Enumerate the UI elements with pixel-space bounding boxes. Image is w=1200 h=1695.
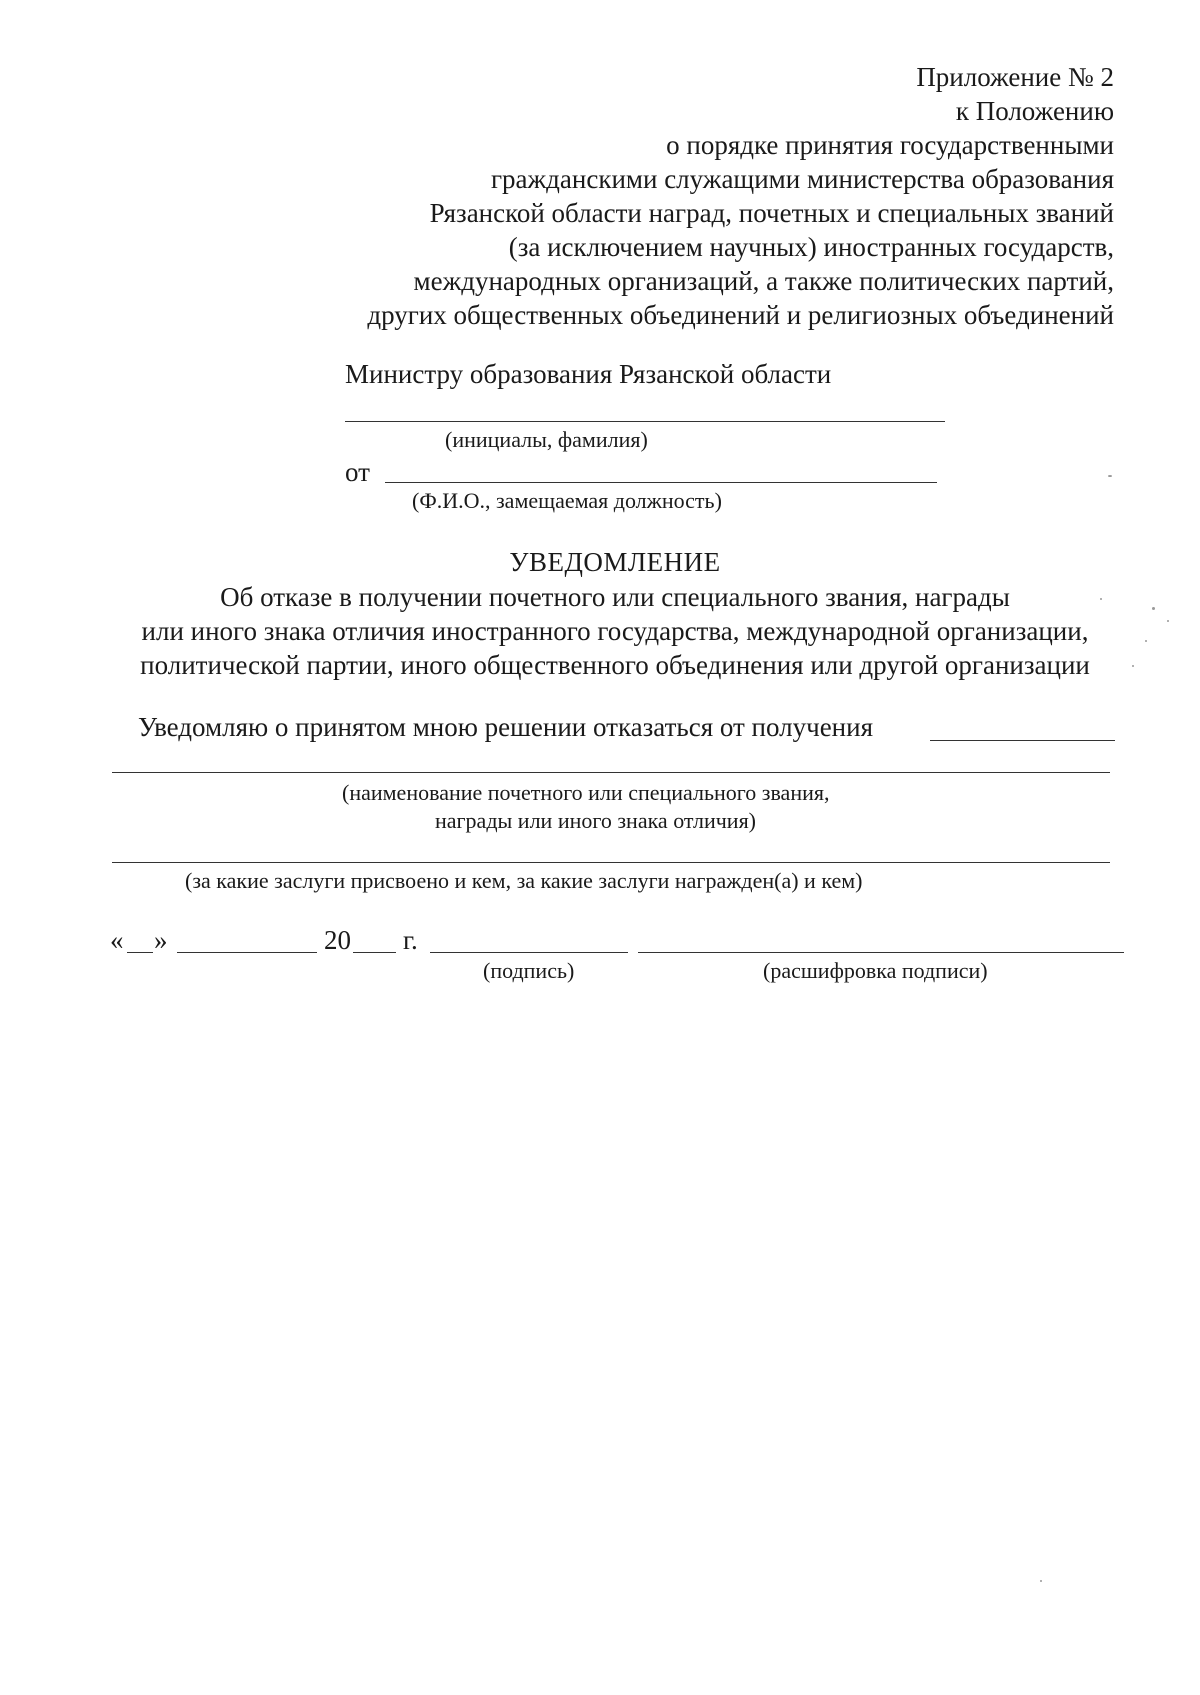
decode-caption: (расшифровка подписи) bbox=[763, 958, 988, 983]
scan-speck bbox=[1132, 665, 1134, 667]
subtitle-line: или иного знака отличия иностранного государства, международной организации, bbox=[141, 616, 1089, 646]
scan-speck bbox=[1145, 640, 1147, 642]
scan-speck bbox=[1152, 607, 1155, 610]
date-open-quote: « bbox=[110, 925, 124, 955]
appendix-header bbox=[314, 60, 1114, 332]
signature-caption: (подпись) bbox=[483, 958, 575, 983]
header-line: к Положению bbox=[955, 96, 1114, 126]
date-day-blank[interactable] bbox=[127, 952, 153, 953]
notify-text: Уведомляю о принятом мною решении отказаться от получения bbox=[138, 712, 873, 742]
from-label: от bbox=[345, 457, 370, 487]
decode-blank-line[interactable] bbox=[638, 952, 1124, 953]
notice-title: УВЕДОМЛЕНИЕ bbox=[509, 547, 721, 577]
header-line: международных организаций, а также политических партий, bbox=[413, 266, 1114, 296]
award-caption-line2: награды или иного знака отличия) bbox=[435, 808, 757, 833]
notice-subtitle bbox=[105, 580, 1125, 682]
date-month-blank[interactable] bbox=[177, 952, 317, 953]
header-line: о порядке принятия государственными bbox=[666, 130, 1114, 160]
award-caption-line1: (наименование почетного или специального звания, bbox=[342, 780, 830, 805]
header-line: Рязанской области наград, почетных и специальных званий bbox=[429, 198, 1114, 228]
header-line: других общественных объединений и религиозных объединений bbox=[367, 300, 1114, 330]
date-year-suffix: г. bbox=[403, 925, 418, 955]
header-line: гражданскими служащими министерства образования bbox=[490, 164, 1114, 194]
scan-speck bbox=[1108, 475, 1112, 477]
date-year-blank[interactable] bbox=[353, 952, 396, 953]
merit-blank-line[interactable] bbox=[112, 862, 1110, 863]
addressee-label: Министру образования Рязанской области bbox=[345, 359, 832, 389]
award-blank-line-2[interactable] bbox=[112, 772, 1110, 773]
initials-blank-line[interactable] bbox=[345, 421, 945, 422]
fio-caption: (Ф.И.О., замещаемая должность) bbox=[412, 488, 722, 513]
fio-blank-line[interactable] bbox=[385, 482, 937, 483]
signature-blank-line[interactable] bbox=[430, 952, 628, 953]
merit-caption: (за какие заслуги присвоено и кем, за какие заслуги награжден(а) и кем) bbox=[185, 868, 863, 893]
header-line: (за исключением научных) иностранных государств, bbox=[508, 232, 1114, 262]
scan-speck bbox=[1100, 598, 1102, 600]
date-close-quote: » bbox=[154, 925, 168, 955]
scan-speck bbox=[1040, 1580, 1042, 1582]
award-blank-line-1[interactable] bbox=[930, 740, 1115, 741]
header-line: Приложение № 2 bbox=[916, 62, 1114, 92]
date-year-prefix: 20 bbox=[324, 925, 351, 955]
subtitle-line: Об отказе в получении почетного или специального звания, награды bbox=[220, 582, 1010, 612]
scan-speck bbox=[1167, 620, 1169, 622]
initials-caption: (инициалы, фамилия) bbox=[445, 427, 648, 452]
subtitle-line: политической партии, иного общественного объединения или другой организации bbox=[140, 650, 1090, 680]
